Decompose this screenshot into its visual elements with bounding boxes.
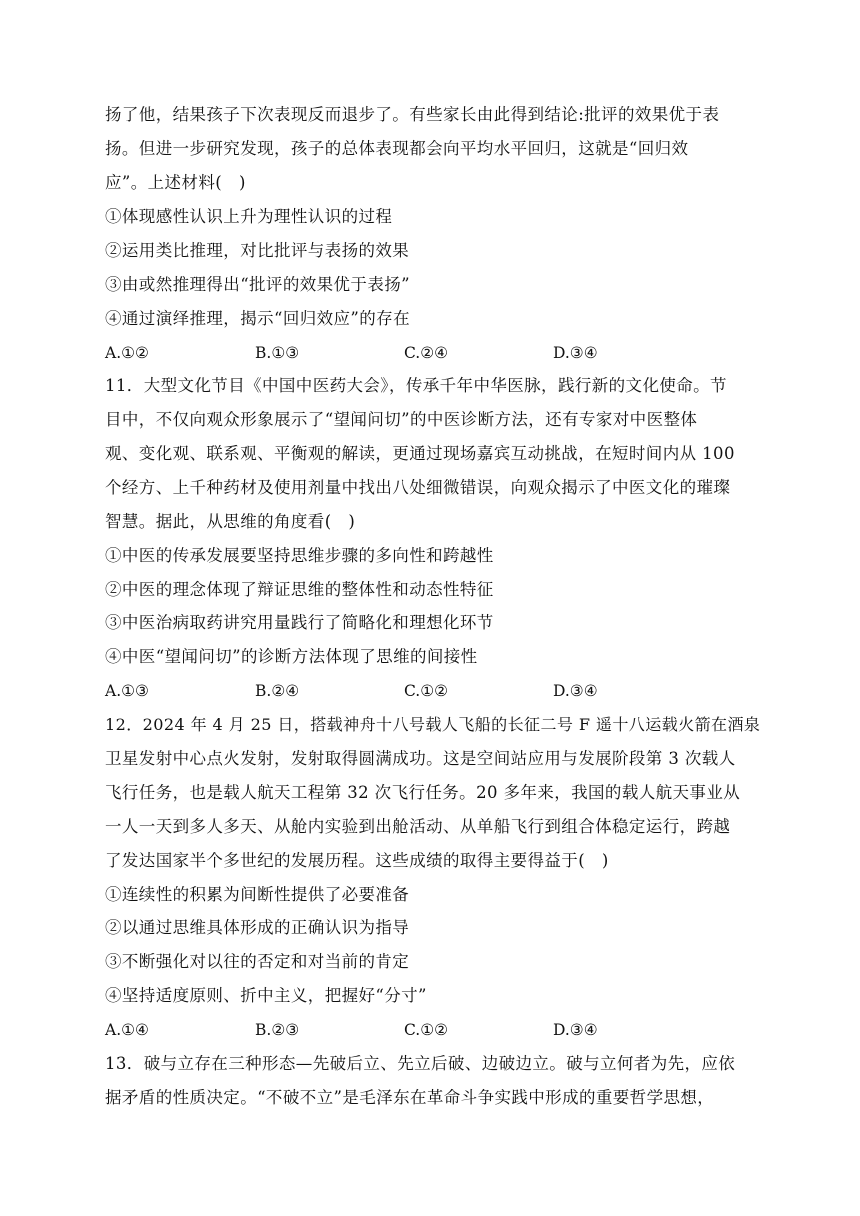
q10-option-d: D.③④ [553, 344, 598, 362]
q12-stem-line: 了发达国家半个多世纪的发展历程。这些成绩的取得主要得益于( ) [105, 851, 609, 870]
q12-stem-line: 一人一天到多人多天、从舱内实验到出舱活动、从单船飞行到组合体稳定运行，跨越 [105, 817, 731, 836]
q11-stem-line: 个经方、上千种药材及使用剂量中找出八处细微错误，向观众揭示了中医文化的璀璨 [105, 478, 731, 497]
q10-statement: ①体现感性认识上升为理性认识的过程 [105, 207, 393, 226]
q10-stem-line: 扬。但进一步研究发现，孩子的总体表现都会向平均水平回归，这就是“回归效 [105, 139, 689, 158]
q11-stem-line: 观、变化观、联系观、平衡观的解读，更通过现场嘉宾互动挑战，在短时间内从 100 [105, 444, 735, 463]
q10-stem-line: 扬了他，结果孩子下次表现反而退步了。有些家长由此得到结论:批评的效果优于表 [105, 105, 720, 124]
q11-statement: ②中医的理念体现了辩证思维的整体性和动态性特征 [105, 580, 494, 599]
q12-statement: ①连续性的积累为间断性提供了必要准备 [105, 885, 410, 904]
q12-stem-line: 飞行任务，也是载人航天工程第 32 次飞行任务。20 多年来，我国的载人航天事业从 [105, 783, 741, 802]
q12-option-b: B.②③ [255, 1021, 300, 1039]
q12-option-c: C.①② [404, 1021, 449, 1039]
q12-option-d: D.③④ [553, 1021, 598, 1039]
q13-stem-line: 据矛盾的性质决定。“不破不立”是毛泽东在革命斗争实践中形成的重要哲学思想， [105, 1088, 715, 1107]
q11-statement: ④中医“望闻问切”的诊断方法体现了思维的间接性 [105, 647, 478, 666]
q11-option-a: A.①③ [105, 682, 149, 700]
q11-statement: ③中医治病取药讲究用量践行了简略化和理想化环节 [105, 613, 494, 632]
q10-option-a: A.①② [105, 344, 149, 362]
q10-option-c: C.②④ [404, 344, 449, 362]
q12-statement: ②以通过思维具体形成的正确认识为指导 [105, 918, 410, 937]
q12-option-a: A.①④ [105, 1021, 149, 1039]
q11-option-c: C.①② [404, 682, 449, 700]
q11-option-d: D.③④ [553, 682, 598, 700]
q10-statement: ④通过演绎推理，揭示“回归效应”的存在 [105, 309, 410, 328]
q12-statement: ③不断强化对以往的否定和对当前的肯定 [105, 952, 410, 971]
q11-stem-line: 11．大型文化节目《中国中医药大会》，传承千年中华医脉，践行新的文化使命。节 [105, 376, 727, 395]
q12-stem-line: 12．2024 年 4 月 25 日，搭载神舟十八号载人飞船的长征二号 F 遥十八运载火箭在酒泉 [105, 715, 761, 734]
q10-stem-line: 应”。上述材料( ) [105, 173, 246, 192]
q11-stem-line: 智慧。据此，从思维的角度看( ) [105, 512, 356, 531]
q11-stem-line: 目中，不仅向观众形象展示了“望闻问切”的中医诊断方法，还有专家对中医整体 [105, 410, 698, 429]
q11-option-b: B.②④ [255, 682, 300, 700]
q10-statement: ③由或然推理得出“批评的效果优于表扬” [105, 275, 410, 294]
q12-statement: ④坚持适度原则、折中主义，把握好“分寸” [105, 986, 427, 1005]
q10-statement: ②运用类比推理，对比批评与表扬的效果 [105, 241, 410, 260]
q11-statement: ①中医的传承发展要坚持思维步骤的多向性和跨越性 [105, 546, 494, 565]
q10-option-b: B.①③ [255, 344, 300, 362]
q13-stem-line: 13．破与立存在三种形态—先破后立、先立后破、边破边立。破与立何者为先，应依 [105, 1054, 736, 1073]
q12-stem-line: 卫星发射中心点火发射，发射取得圆满成功。这是空间站应用与发展阶段第 3 次载人 [105, 749, 736, 768]
